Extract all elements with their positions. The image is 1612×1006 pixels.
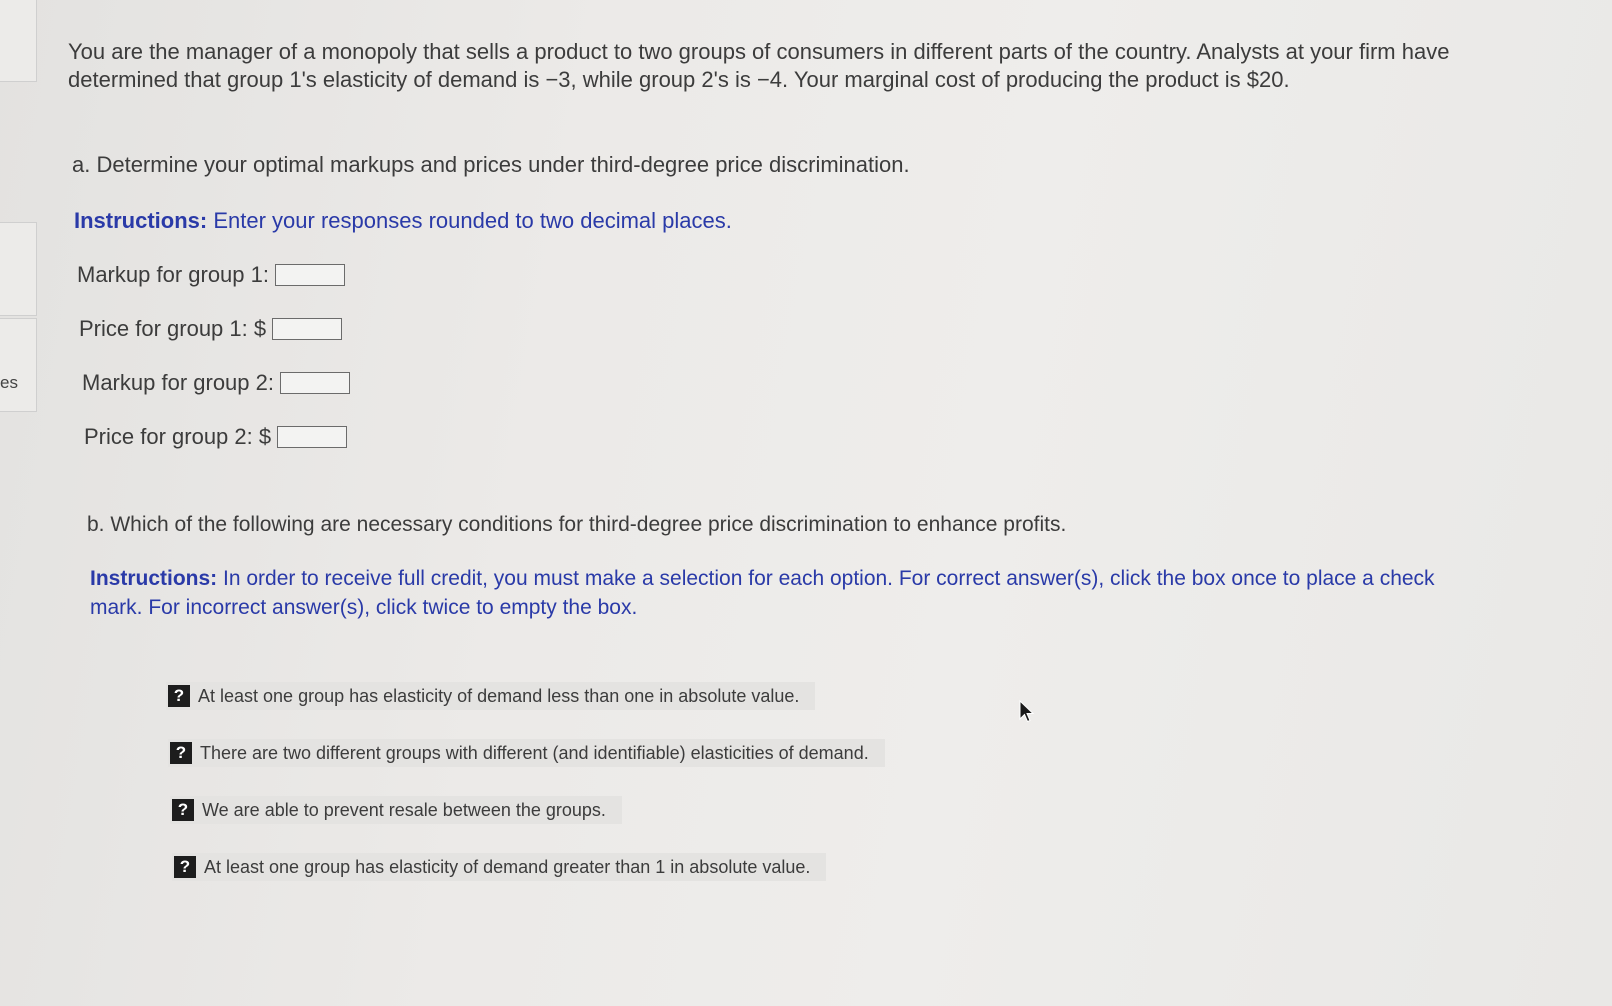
option-checkbox-2[interactable]: [168, 739, 885, 767]
markup-group-1-input[interactable]: [275, 264, 345, 286]
markup-group-2-input[interactable]: [280, 372, 350, 394]
mouse-pointer-icon: [1018, 700, 1036, 724]
instructions-label: Instructions:: [90, 567, 218, 590]
part-b-question: b. Which of the following are necessary conditions for third-degree price discrimination to enhance profits.: [87, 513, 1067, 536]
option-label: At least one group has elasticity of demand greater than 1 in absolute value.: [204, 856, 811, 877]
unanswered-question-icon[interactable]: ?: [168, 685, 190, 707]
markup-group-1-label: Markup for group 1:: [77, 262, 269, 287]
option-checkbox-1[interactable]: [166, 682, 815, 710]
price-group-2-label: Price for group 2: $: [84, 424, 272, 449]
instructions-label: Instructions:: [74, 208, 208, 233]
option-checkbox-4[interactable]: [172, 853, 826, 881]
sidebar-tab[interactable]: [0, 0, 37, 82]
sidebar-tab[interactable]: [0, 222, 37, 316]
price-group-1-row: [79, 316, 342, 342]
part-a-instructions: [74, 208, 732, 234]
unanswered-question-icon[interactable]: ?: [174, 856, 196, 878]
price-group-2-row: [84, 424, 347, 450]
price-group-1-label: Price for group 1: $: [79, 316, 267, 341]
part-b-instructions: [90, 564, 1450, 622]
markup-group-2-row: [82, 370, 350, 396]
question-prompt: You are the manager of a monopoly that sells a product to two groups of consumers in different parts of the country. Analysts at your firm have determined that group 1's elasticity of demand is −3, while group 2's is −4. Your marginal cost of producing the product is $20.: [68, 39, 1450, 92]
part-a-question: a. Determine your optimal markups and prices under third-degree price discrimination.: [72, 152, 910, 177]
instructions-text: Enter your responses rounded to two decimal places.: [207, 208, 732, 233]
option-label: There are two different groups with different (and identifiable) elasticities of demand.: [200, 742, 869, 763]
price-group-1-input[interactable]: [272, 318, 342, 340]
markup-group-2-label: Markup for group 2:: [82, 370, 274, 395]
option-label: At least one group has elasticity of demand less than one in absolute value.: [198, 685, 800, 706]
option-checkbox-3[interactable]: [170, 796, 622, 824]
instructions-text: In order to receive full credit, you must make a selection for each option. For correct answer(s), click the box once to place a check mark. For incorrect answer(s), click twice to empty the box.: [90, 567, 1435, 619]
unanswered-question-icon[interactable]: ?: [170, 742, 192, 764]
price-group-2-input[interactable]: [277, 426, 347, 448]
option-label: We are able to prevent resale between the groups.: [202, 799, 606, 820]
unanswered-question-icon[interactable]: ?: [172, 799, 194, 821]
sidebar-partial-label[interactable]: es: [0, 373, 18, 392]
markup-group-1-row: [77, 262, 345, 288]
sidebar-tab[interactable]: [0, 318, 37, 412]
